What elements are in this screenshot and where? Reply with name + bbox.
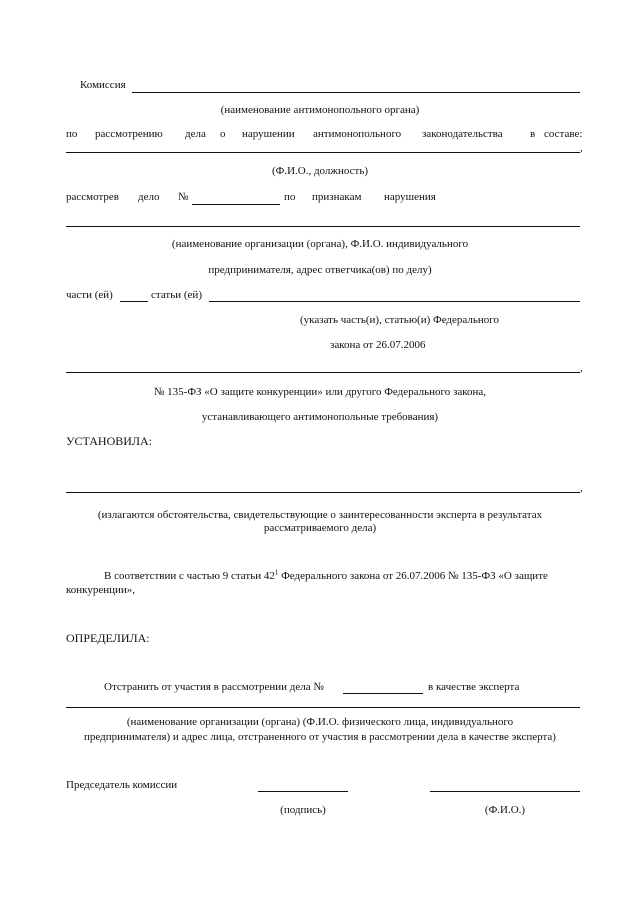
law-field[interactable] xyxy=(66,372,580,373)
accordance-line1 xyxy=(104,570,548,582)
considering-word: дело xyxy=(138,191,160,203)
composition-word: составе: xyxy=(544,128,583,140)
determined-heading: ОПРЕДЕЛИЛА: xyxy=(66,631,150,645)
composition-field[interactable] xyxy=(66,152,580,153)
considering-word: нарушения xyxy=(384,191,436,203)
composition-word: рассмотрению xyxy=(95,128,163,140)
established-heading: УСТАНОВИЛА: xyxy=(66,434,153,448)
comma-mark: , xyxy=(580,362,583,374)
composition-word: по xyxy=(66,128,78,140)
composition-word: антимонопольного xyxy=(313,128,402,140)
composition-word: в xyxy=(530,128,536,140)
articles-field[interactable] xyxy=(209,301,580,302)
expert-caption-line1: (наименование организации (органа) (Ф.И.О. физического лица, индивидуального xyxy=(126,716,514,728)
law-name-line1: № 135-ФЗ «О защите конкуренции» или другого Федерального закона, xyxy=(153,386,487,398)
considering-word: № xyxy=(178,191,189,203)
commission-name-field[interactable] xyxy=(132,92,580,93)
considering-word: по xyxy=(284,191,296,203)
composition-word: дела xyxy=(185,128,206,140)
parts-label: части (ей) xyxy=(66,289,113,301)
composition-word: законодательства xyxy=(422,128,503,140)
case-number-field[interactable] xyxy=(192,204,280,205)
respondent-caption-line1: (наименование организации (органа), Ф.И.О. индивидуального xyxy=(171,238,469,250)
expert-caption-line2: предпринимателя) и адрес лица, отстраненного от участия в рассмотрении дела в качестве эксперта) xyxy=(84,731,556,743)
circumstances-caption-line1: (излагаются обстоятельства, свидетельствующие о заинтересованности эксперта в результатах xyxy=(97,509,543,521)
fio-caption: (Ф.И.О.) xyxy=(484,804,526,816)
removal-case-number-field[interactable] xyxy=(343,693,423,694)
comma-mark: , xyxy=(580,142,583,154)
fio-position-caption: (Ф.И.О., должность) xyxy=(271,165,369,177)
composition-word: о xyxy=(220,128,226,140)
violation-features-field[interactable] xyxy=(66,226,580,227)
circumstances-field[interactable] xyxy=(66,492,580,493)
considering-word: рассмотрев xyxy=(66,191,119,203)
signature-caption: (подпись) xyxy=(280,804,326,816)
signature-field[interactable] xyxy=(258,791,348,792)
law-caption-line1: (указать часть(и), статью(и) Федерального xyxy=(300,314,500,326)
antimonopoly-body-caption: (наименование антимонопольного органа) xyxy=(220,104,420,116)
expert-name-field[interactable] xyxy=(66,707,580,708)
composition-word: нарушении xyxy=(242,128,295,140)
comma-mark: , xyxy=(580,482,583,494)
accordance-line2: конкуренции», xyxy=(66,584,136,596)
chairman-label: Председатель комиссии xyxy=(66,779,178,791)
parts-field[interactable] xyxy=(120,301,148,302)
law-name-line2: устанавливающего антимонопольные требования) xyxy=(201,411,439,423)
respondent-caption-line2: предпринимателя, адрес ответчика(ов) по делу) xyxy=(208,264,432,276)
commission-label: Комиссия xyxy=(80,79,126,91)
accordance-text: Федерального закона от 26.07.2006 № 135-ФЗ «О защите xyxy=(278,570,548,582)
accordance-superscript: 1 xyxy=(274,568,279,577)
chairman-fio-field[interactable] xyxy=(430,791,580,792)
as-expert-text: в качестве эксперта xyxy=(428,681,520,693)
considering-word: признакам xyxy=(312,191,362,203)
accordance-text: В соответствии с частью 9 статьи 42 xyxy=(104,570,275,582)
circumstances-caption-line2: рассматриваемого дела) xyxy=(263,522,377,534)
articles-label: статьи (ей) xyxy=(151,289,202,301)
remove-text: Отстранить от участия в рассмотрении дела № xyxy=(104,681,324,693)
law-caption-line2: закона от 26.07.2006 xyxy=(330,339,426,351)
